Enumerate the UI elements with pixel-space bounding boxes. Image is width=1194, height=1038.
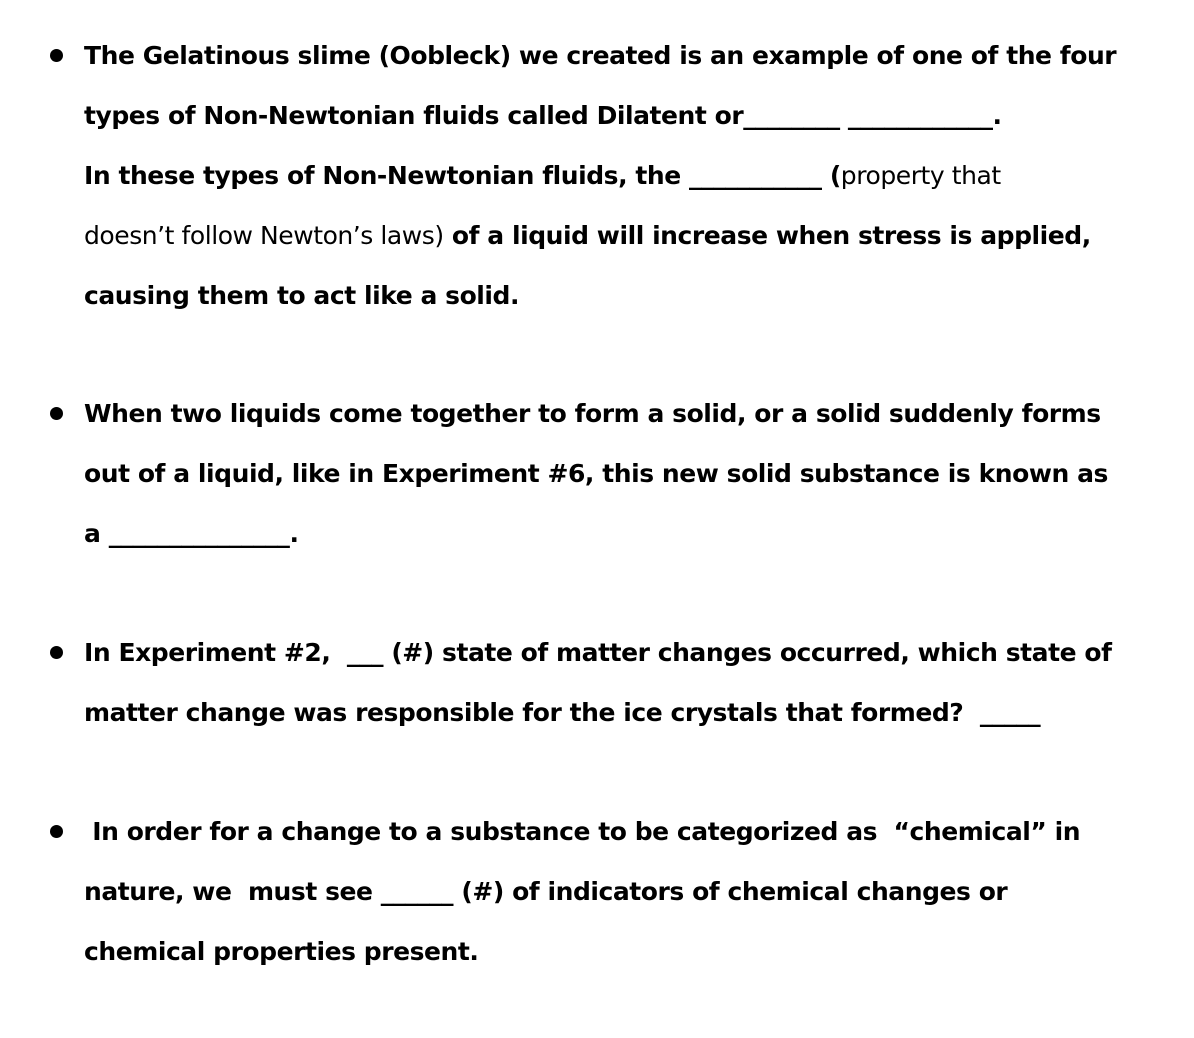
fill-in-blank[interactable]: ________ ____________	[743, 101, 993, 130]
question-4-line-3: chemical properties present.	[84, 937, 479, 966]
fill-in-blank[interactable]: ___________	[689, 161, 822, 190]
question-1-line-3: In these types of Non-Newtonian fluids, the ___________ (property that	[84, 161, 1001, 190]
question-4-line-2: nature, we must see ______ (#) of indicators of chemical changes or	[84, 877, 1008, 906]
bullet-dot	[50, 49, 63, 62]
question-1-line-2: types of Non-Newtonian fluids called Dilatent or________ ____________.	[84, 101, 1002, 130]
question-1-line-4: doesn’t follow Newton’s laws) of a liquid will increase when stress is applied,	[84, 221, 1091, 250]
bullet-dot	[50, 407, 63, 420]
fill-in-blank[interactable]: _____	[979, 698, 1041, 727]
fill-in-blank[interactable]: _______________	[108, 519, 290, 548]
bullet-dot	[50, 825, 63, 838]
fill-in-blank[interactable]: ___	[346, 638, 384, 667]
question-1-line-1: The Gelatinous slime (Oobleck) we created is an example of one of the four	[84, 41, 1117, 70]
question-4-line-1: In order for a change to a substance to be categorized as “chemical” in	[84, 817, 1081, 846]
question-2-line-1: When two liquids come together to form a solid, or a solid suddenly forms	[84, 399, 1101, 428]
question-2-line-2: out of a liquid, like in Experiment #6, this new solid substance is known as	[84, 459, 1108, 488]
question-3-line-2: matter change was responsible for the ice crystals that formed? _____	[84, 698, 1041, 727]
question-2-line-3: a _______________.	[84, 519, 299, 548]
bullet-dot	[50, 646, 63, 659]
question-3-line-1: In Experiment #2, ___ (#) state of matter changes occurred, which state of	[84, 638, 1112, 667]
question-1-line-5: causing them to act like a solid.	[84, 281, 520, 310]
fill-in-blank[interactable]: ______	[380, 877, 454, 906]
